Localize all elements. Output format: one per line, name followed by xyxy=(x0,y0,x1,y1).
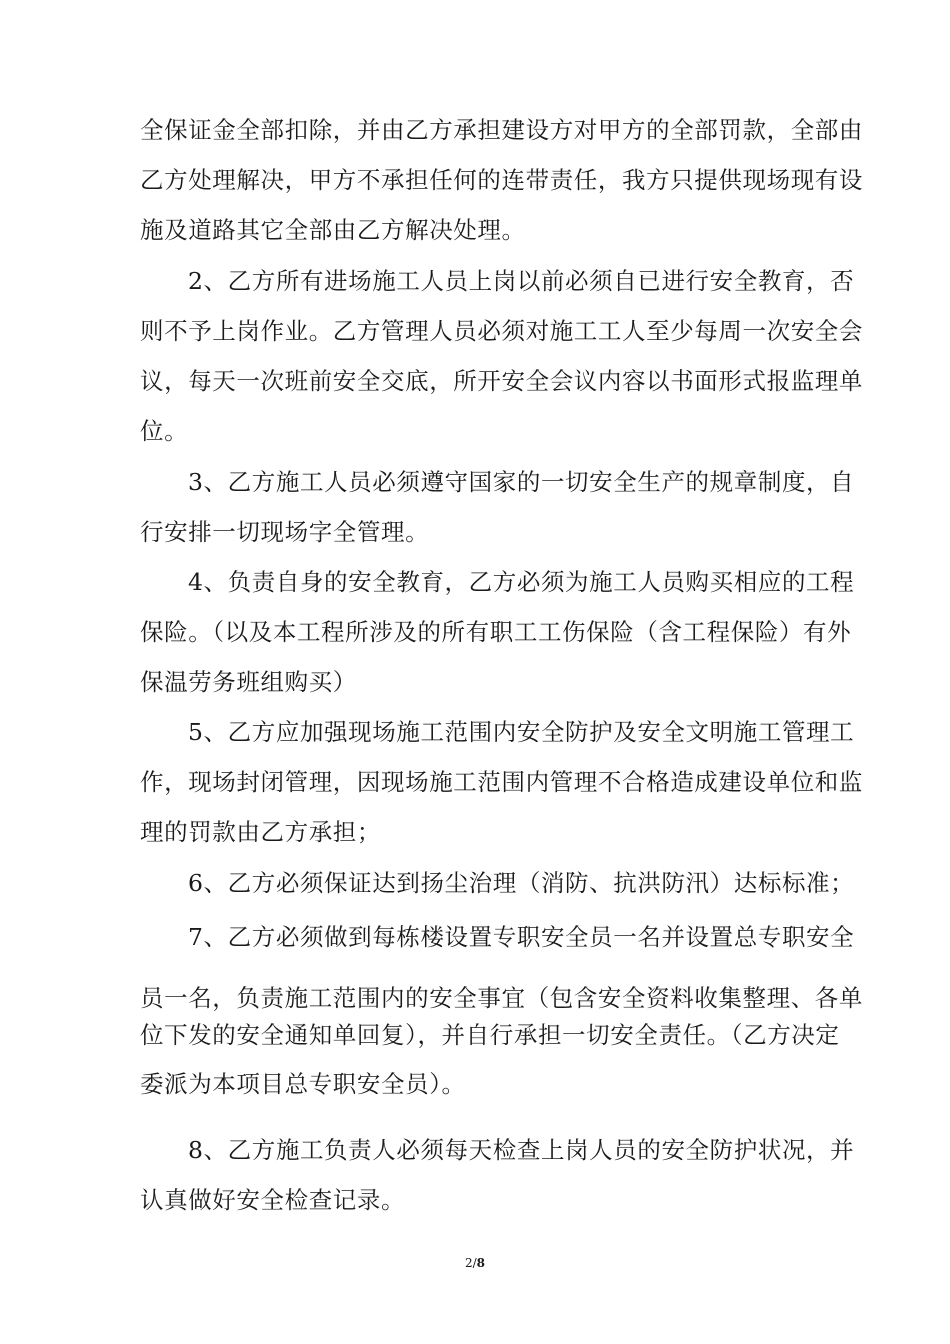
text-line: 作，现场封闭管理，因现场施工范围内管理不合格造成建设单位和监 xyxy=(140,768,863,796)
text-line: 议，每天一次班前安全交底，所开安全会议内容以书面形式报监理单 xyxy=(140,367,863,395)
text-line: 保险。（以及本工程所涉及的所有职工工伤保险（含工程保险）有外 xyxy=(140,618,852,646)
text-line: 位。 xyxy=(140,417,189,445)
text-line: 施及道路其它全部由乙方解决处理。 xyxy=(140,216,526,244)
page-current: 2/ xyxy=(464,1256,477,1270)
text-line: 认真做好安全检查记录。 xyxy=(140,1186,406,1214)
text-line: 4、负责自身的安全教育，乙方必须为施工人员购买相应的工程 xyxy=(188,568,855,596)
page-number xyxy=(0,1256,950,1270)
text-line: 员一名，负责施工范围内的安全事宜（包含安全资料收集整理、各单 xyxy=(140,984,863,1012)
text-line: 位下发的安全通知单回复），并自行承担一切安全责任。（乙方决定 xyxy=(140,1021,840,1049)
text-line: 保温劳务班组购买） xyxy=(140,668,357,696)
text-line: 6、乙方必须保证达到扬尘治理（消防、抗洪防汛）达标标准； xyxy=(188,869,855,897)
text-line: 行安排一切现场字全管理。 xyxy=(140,518,430,546)
text-line: 则不予上岗作业。乙方管理人员必须对施工工人至少每周一次安全会 xyxy=(140,317,863,345)
text-line: 5、乙方应加强现场施工范围内安全防护及安全文明施工管理工 xyxy=(188,718,855,746)
text-line: 理的罚款由乙方承担； xyxy=(140,818,381,846)
text-line: 乙方处理解决，甲方不承担任何的连带责任，我方只提供现场现有设 xyxy=(140,166,863,194)
page-total: 8 xyxy=(476,1256,486,1270)
text-line: 7、乙方必须做到每栋楼设置专职安全员一名并设置总专职安全 xyxy=(188,923,855,951)
text-line: 3、乙方施工人员必须遵守国家的一切安全生产的规章制度，自 xyxy=(188,468,855,496)
text-line: 全保证金全部扣除，并由乙方承担建设方对甲方的全部罚款，全部由 xyxy=(140,116,863,144)
text-line: 8、乙方施工负责人必须每天检查上岗人员的安全防护状况，并 xyxy=(188,1136,855,1164)
text-line: 2、乙方所有进场施工人员上岗以前必须自已进行安全教育，否 xyxy=(188,267,855,295)
text-line: 委派为本项目总专职安全员）。 xyxy=(140,1070,466,1098)
